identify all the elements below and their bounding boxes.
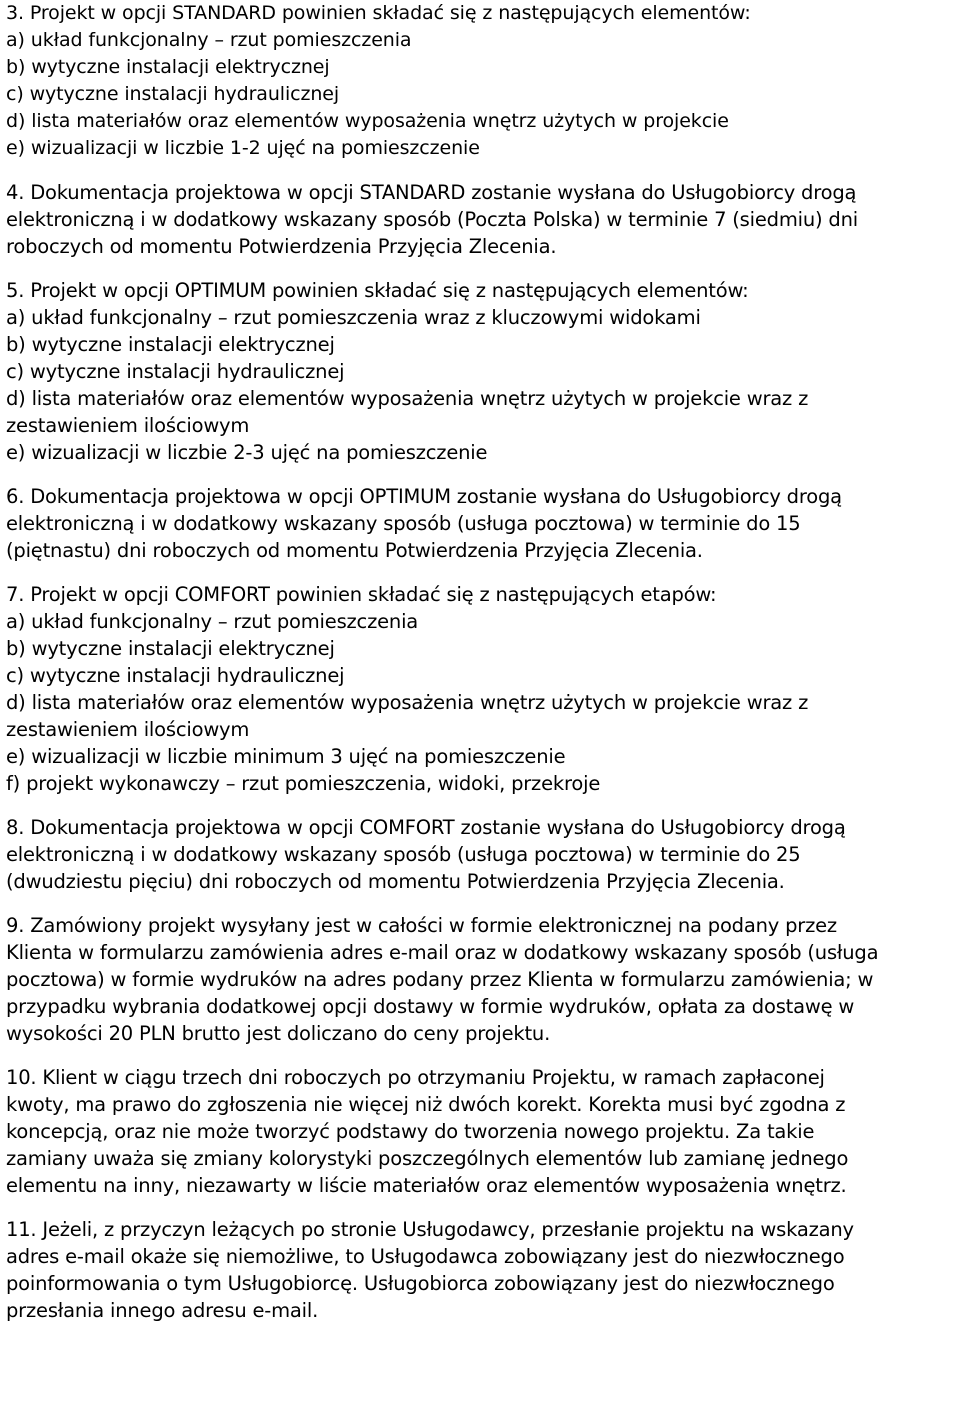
text-line: poinformowania o tym Usługobiorcę. Usługobiorca zobowiązany jest do niezwłocznego xyxy=(6,1272,835,1295)
text-line: (dwudziestu pięciu) dni roboczych od momentu Potwierdzenia Przyjęcia Zlecenia. xyxy=(6,870,785,893)
section-8 xyxy=(6,814,954,895)
text-line: d) lista materiałów oraz elementów wyposażenia wnętrz użytych w projekcie xyxy=(6,110,729,132)
text-line: przypadku wybrania dodatkowej opcji dostawy w formie wydruków, opłata za dostawę w xyxy=(6,995,855,1018)
text-line: zestawieniem ilościowym xyxy=(6,718,250,741)
text-line: adres e-mail okaże się niemożliwe, to Usługodawca zobowiązany jest do niezwłocznego xyxy=(6,1245,845,1268)
text-line: Klienta w formularzu zamówienia adres e-mail oraz w dodatkowy wskazany sposób (usługa xyxy=(6,941,879,964)
text-line: d) lista materiałów oraz elementów wyposażenia wnętrz użytych w projekcie wraz z xyxy=(6,691,809,714)
text-line: d) lista materiałów oraz elementów wyposażenia wnętrz użytych w projekcie wraz z xyxy=(6,387,809,410)
text-line: 8. Dokumentacja projektowa w opcji COMFORT zostanie wysłana do Usługobiorcy drogą xyxy=(6,816,846,839)
text-line: a) układ funkcjonalny – rzut pomieszczenia xyxy=(6,610,419,633)
document-body xyxy=(6,0,954,1341)
text-line: b) wytyczne instalacji elektrycznej xyxy=(6,637,335,660)
text-line: 7. Projekt w opcji COMFORT powinien składać się z następujących etapów: xyxy=(6,583,717,606)
section-5 xyxy=(6,277,954,466)
text-line: wysokości 20 PLN brutto jest doliczano do ceny projektu. xyxy=(6,1022,551,1045)
text-line: elementu na inny, niezawarty w liście materiałów oraz elementów wyposażenia wnętrz. xyxy=(6,1174,847,1197)
section-3 xyxy=(6,0,954,162)
text-line: c) wytyczne instalacji hydraulicznej xyxy=(6,83,340,105)
text-line: b) wytyczne instalacji elektrycznej xyxy=(6,56,330,78)
text-line: f) projekt wykonawczy – rzut pomieszczenia, widoki, przekroje xyxy=(6,772,601,795)
text-line: c) wytyczne instalacji hydraulicznej xyxy=(6,360,345,383)
section-9 xyxy=(6,912,954,1047)
section-11 xyxy=(6,1216,954,1324)
text-line: c) wytyczne instalacji hydraulicznej xyxy=(6,664,345,687)
text-line: a) układ funkcjonalny – rzut pomieszczenia wraz z kluczowymi widokami xyxy=(6,306,701,329)
text-line: elektroniczną i w dodatkowy wskazany sposób (usługa pocztowa) w terminie do 25 xyxy=(6,843,801,866)
text-line: b) wytyczne instalacji elektrycznej xyxy=(6,333,335,356)
text-line: 10. Klient w ciągu trzech dni roboczych po otrzymaniu Projektu, w ramach zapłaconej xyxy=(6,1066,825,1089)
section-10 xyxy=(6,1064,954,1199)
text-line: roboczych od momentu Potwierdzenia Przyjęcia Zlecenia. xyxy=(6,235,557,258)
section-7 xyxy=(6,581,954,797)
text-line: pocztowa) w formie wydruków na adres podany przez Klienta w formularzu zamówienia; w xyxy=(6,968,874,991)
text-line: e) wizualizacji w liczbie 2-3 ujęć na pomieszczenie xyxy=(6,441,488,464)
text-line: 6. Dokumentacja projektowa w opcji OPTIMUM zostanie wysłana do Usługobiorcy drogą xyxy=(6,485,842,508)
text-line: przesłania innego adresu e-mail. xyxy=(6,1299,319,1322)
text-line: zamiany uważa się zmiany kolorystyki poszczególnych elementów lub zamianę jednego xyxy=(6,1147,849,1170)
text-line: 9. Zamówiony projekt wysyłany jest w całości w formie elektronicznej na podany przez xyxy=(6,914,837,937)
text-line: e) wizualizacji w liczbie minimum 3 ujęć na pomieszczenie xyxy=(6,745,566,768)
text-line: koncepcją, oraz nie może tworzyć podstawy do tworzenia nowego projektu. Za takie xyxy=(6,1120,815,1143)
text-line: 5. Projekt w opcji OPTIMUM powinien składać się z następujących elementów: xyxy=(6,279,749,302)
text-line: 11. Jeżeli, z przyczyn leżących po stronie Usługodawcy, przesłanie projektu na wskazany xyxy=(6,1218,854,1241)
section-6 xyxy=(6,483,954,564)
text-line: kwoty, ma prawo do zgłoszenia nie więcej niż dwóch korekt. Korekta musi być zgodna z xyxy=(6,1093,846,1116)
text-line: a) układ funkcjonalny – rzut pomieszczenia xyxy=(6,29,412,51)
text-line: (piętnastu) dni roboczych od momentu Potwierdzenia Przyjęcia Zlecenia. xyxy=(6,539,703,562)
section-4 xyxy=(6,179,954,260)
text-line: zestawieniem ilościowym xyxy=(6,414,250,437)
text-line: 4. Dokumentacja projektowa w opcji STANDARD zostanie wysłana do Usługobiorcy drogą xyxy=(6,181,857,204)
text-line: 3. Projekt w opcji STANDARD powinien składać się z następujących elementów: xyxy=(6,2,751,24)
text-line: elektroniczną i w dodatkowy wskazany sposób (usługa pocztowa) w terminie do 15 xyxy=(6,512,801,535)
text-line: e) wizualizacji w liczbie 1-2 ujęć na pomieszczenie xyxy=(6,137,480,159)
text-line: elektroniczną i w dodatkowy wskazany sposób (Poczta Polska) w terminie 7 (siedmiu) dni xyxy=(6,208,858,231)
